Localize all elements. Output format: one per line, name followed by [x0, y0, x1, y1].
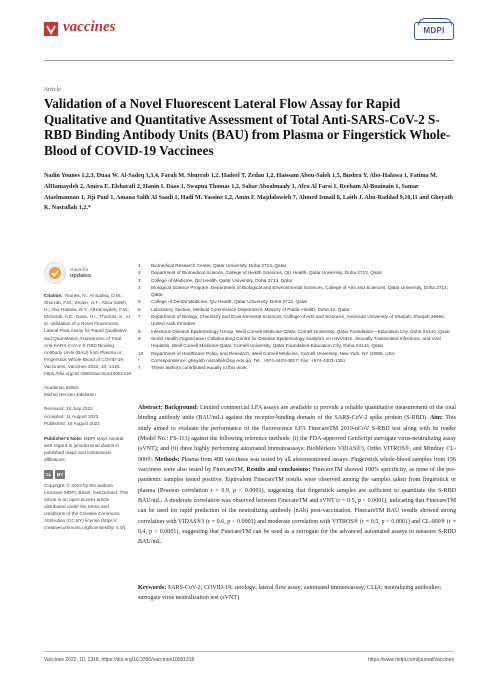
- accepted-date: Accepted: 11 August 2022: [44, 413, 99, 419]
- affiliations-list: [138, 262, 456, 371]
- author-list: Nadin Younes 1,2,3, Duaa W. Al-Sadeq 1,3,4, Farah M. Shurrab 1,2, Hadeel T. Zedan 1,2, Haissam Abou-Saleh 1,5, Bushra Y. Abo-Halawa 1, Fatima M. AlHamaydeh 2, Amira E. Elsharafi 2, Hanin I. Daas 1, Swapna Thomas 1,2, Sahar Aboalmaaly 1, Afra Al Farsi 1, Reeham Al-Buainain 1, Samar Ataelmannan 1, Jiji Paul 1, Amana Salih Al Saadi 1, Hadi M. Yassine 1,2, Amin F. Majdalawieh 7, Ahmed Ismail 8, Laith J. Abu-Raddad 9,10,11 and Gheyath K. Nasrallah 1,2,*: [44, 173, 453, 212]
- cc-license-badge[interactable]: [44, 470, 130, 479]
- abstract: [138, 403, 456, 548]
- equal-contribution-marker: †: [138, 365, 141, 371]
- journal-logo-icon: [44, 22, 58, 36]
- academic-editor-block: [44, 384, 130, 398]
- academic-editor-label: Academic Editor:: [44, 385, 80, 391]
- abstract-results: FinecareTM showed 100% specificity, as none of the pre-pandemic samples tested positive. Equivalent FinecareTM results were observed among the samples taken from fingerstick or plasma (Pearson correlation r = 0.9, p < 0.0001), suggesting that fingerstick samples are sufficient to quantitate the S-RBD BAU/mL. A moderate correlation was observed between FinecareTM and sVNT (r = 0.5, p < 0.0001), indicating that FinecareTM can be used for rapid prediction of the neutralizing antibody (nAb) post-vaccination. FinecareTM BAU results showed strong correlation with VIDAS®3 (r = 0.6, p < 0.0001) and moderate correlation with VITROS® (r = 0.5, p < 0.0001) and CL-900® (r = 0.4, p < 0.0001), suggesting that FinecareTM can be used as a surrogate for the advanced automated assays to measure S-RBD BAU/mL.: [138, 467, 457, 546]
- publisher-note-text: MDPI stays neutral with regard to jurisdictional claims in published maps and institutional affiliations.: [44, 435, 124, 462]
- citation-text: Younes, N.; Al-Sadeq, D.W.; Shurrab, F.M.; Zedan, H.T.; Abou-Saleh, H.; Abo-Halawa, B.Y.; AlHamaydeh, F.M.; Elsharafi, A.E.; Daas, H.I.; Thomas, S.; et al. Validation of a Novel Fluorescent Lateral Flow Assay for Rapid Qualitative and Quantitative Assessment of Total Anti-SARS-CoV-2 S-RBD Binding Antibody Units (BAU) from Plasma or Fingerstick Whole-Blood of COVID-19 Vaccinees. Vaccines 2022, 10, 1318. https://doi.org/10.3390/vaccines10081318: [44, 293, 132, 377]
- correspondence-item: [138, 357, 456, 364]
- affiliation-number: 7: [138, 314, 141, 320]
- citation-block: [44, 292, 130, 377]
- equal-contribution-text: These authors contributed equally to this work.: [151, 365, 248, 371]
- affiliation-text: College of Medicine, QU Health, Qatar University, Doha 2713, Qatar: [151, 277, 293, 283]
- affiliation-text: Biomedical Research Center, Qatar University, Doha 2713, Qatar: [151, 263, 287, 268]
- affiliation-text: Department of Biology, Chemistry and Environmental Sciences, College of Arts and Sciences, American University of Sharjah, Sharjah 26666, United Arab Emirates: [151, 314, 446, 327]
- affiliation-text: College of Dental Medicine, QU Health, Qatar University, Doha 2713, Qatar: [151, 299, 308, 305]
- affiliation-number: 10: [138, 350, 144, 356]
- affiliation-number: 6: [138, 306, 141, 312]
- publisher-note-block: [44, 435, 130, 463]
- abstract-background-label: Background:: [164, 405, 199, 411]
- check-for-updates-button[interactable]: [44, 262, 130, 284]
- footer-journal-url[interactable]: https://www.mdpi.com/journal/vaccines: [368, 657, 454, 663]
- copyright-block: [44, 482, 130, 532]
- check-updates-icon: [44, 262, 66, 284]
- affiliation-item: [138, 335, 456, 350]
- abstract-aim: This study aimed to evaluate the performance of the fluorescence LFA FinecareTM 2019-nCoV S-RBD test along with its reader (Model No.: FS-113) against the following reference methods: (i) the FDA-approved GenScript surrogate virus-neutralizing assay (sVNT); and (ii) three highly performing automated immunoassays: BioMérieux VIDAS®3, Ortho VITROS®, and Mindray CL-900®.: [138, 415, 456, 463]
- check-updates-label: [70, 267, 91, 280]
- affiliation-text: Department of Biomedical Science, College of Health Sciences, QU Health, Qatar University, Doha 2713, Qatar: [151, 270, 383, 276]
- affiliation-item: [138, 277, 456, 284]
- keywords-text: SARS-CoV-2; COVID-19; serology; lateral flow assay; automated immunoassay; CLIA; neutralizing antibodies; surrogate virus neutralization test (sVNT): [138, 585, 442, 602]
- mdpi-logo-text: MDPI: [423, 26, 445, 35]
- affiliation-text: World Health Organization Collaborating Centre for Disease Epidemiology Analytics on HIV/AIDS, Sexually Transmitted Infections, and Viral Hepatitis, Weill Cornell Medicine-Qatar, Cornell University, Qatar Foundation-Education City, Doha 24144, Qatar: [151, 335, 441, 349]
- article-type: Article: [44, 86, 61, 93]
- affiliation-text: Laboratory Section, Medical Commission Department, Ministry of Public Health, Doha 42, Qatar: [151, 306, 350, 312]
- affiliation-item: [138, 262, 456, 269]
- affiliation-number: 4: [138, 284, 141, 290]
- paper-title: Validation of a Novel Fluorescent Lateral Flow Assay for Rapid Qualitative and Quantitative Assessment of Total Anti-SARS-CoV-2 S-RBD Binding Antibody Units (BAU) from Plasma or Fingerstick Whole-Blood of COVID-19 Vaccinees: [44, 96, 451, 158]
- footer-citation[interactable]: Vaccines 2022, 10, 1318. https://doi.org/10.3390/vaccines10081318: [44, 657, 195, 663]
- affiliation-item: [138, 350, 456, 357]
- check-updates-title: check for: [70, 266, 89, 272]
- header-divider: [44, 60, 454, 61]
- publisher-note-label: Publisher's Note:: [44, 435, 83, 441]
- cc-badge-cc: cc: [46, 471, 52, 477]
- abstract-results-label: Results and conclusions:: [246, 467, 311, 474]
- page-header: [44, 20, 454, 50]
- check-updates-sub: updates: [70, 273, 92, 279]
- affiliation-number: 5: [138, 299, 141, 305]
- affiliation-number: 2: [138, 270, 141, 276]
- footer-divider: [44, 651, 454, 652]
- affiliation-text: Department of Healthcare Policy and Research, Weill Cornell Medicine, Cornell University, New York, NY 10065, USA: [151, 350, 395, 356]
- keywords: [138, 583, 456, 604]
- abstract-background: Limited commercial LFA assays are available to provide a reliable quantitative measurement of the total binding antibody units (BAU/mL) against the receptor-binding domain of the SARS-CoV-2 spike protein (S-RBD).: [138, 405, 456, 422]
- citation-label: Citation:: [44, 293, 64, 298]
- affiliation-number: 8: [138, 328, 141, 334]
- affiliation-item: [138, 298, 456, 305]
- correspondence-marker: *: [138, 357, 140, 363]
- received-date: Received: 16 July 2022: [44, 406, 93, 412]
- keywords-label: Keywords:: [138, 585, 167, 591]
- article-sidebar: [44, 262, 130, 539]
- affiliation-item: [138, 284, 456, 299]
- abstract-aim-label: Aim:: [429, 415, 444, 422]
- affiliation-number: 3: [138, 277, 141, 283]
- affiliation-item: [138, 328, 456, 335]
- affiliation-text: Infectious Disease Epidemiology Group, Weill Cornell Medicine-Qatar, Cornell University, Qatar Foundation—Education City, Doha 24144, Qatar: [151, 328, 451, 334]
- abstract-label: Abstract:: [138, 405, 163, 411]
- affiliation-item: [138, 269, 456, 276]
- dates-block: [44, 405, 130, 427]
- correspondence-text[interactable]: Correspondence: gheyath.nasrallah@qu.edu.qa; Tel.: +974-4403-4817; Fax: +974-4403-1351: [151, 357, 346, 363]
- abstract-methods: Plasma from 488 vaccinees was tested by all aforementioned assays. Fingerstick whole-blood samples from 156 vaccinees were also tested by FinecareTM.: [138, 456, 456, 474]
- journal-name[interactable]: vaccines: [63, 19, 116, 35]
- cc-badge-by: BY: [57, 471, 64, 477]
- copyright-text: Copyright: © 2022 by the authors. Licensee MDPI, Basel, Switzerland. This article is an open access article distributed under the terms and conditions of the Creative Commons Attribution (CC BY) license (https:// creativecommons.org/licenses/by/ 4.0/).: [44, 482, 129, 531]
- equal-contribution-item: [138, 364, 456, 371]
- affiliation-number: 9: [138, 335, 141, 341]
- affiliation-number: 1: [138, 263, 141, 268]
- academic-editor-name: Michel Henzen-Edelstein: [44, 392, 96, 398]
- mdpi-logo[interactable]: [414, 22, 454, 40]
- abstract-methods-label: Methods:: [154, 456, 180, 463]
- affiliation-item: [138, 313, 456, 328]
- published-date: Published: 15 August 2022: [44, 421, 100, 427]
- affiliation-item: [138, 306, 456, 313]
- affiliation-text: Biological Science Program, Department of Biological and Environmental Sciences, College of Arts and Sciences, Qatar University, Doha 2713, Qatar: [151, 284, 448, 298]
